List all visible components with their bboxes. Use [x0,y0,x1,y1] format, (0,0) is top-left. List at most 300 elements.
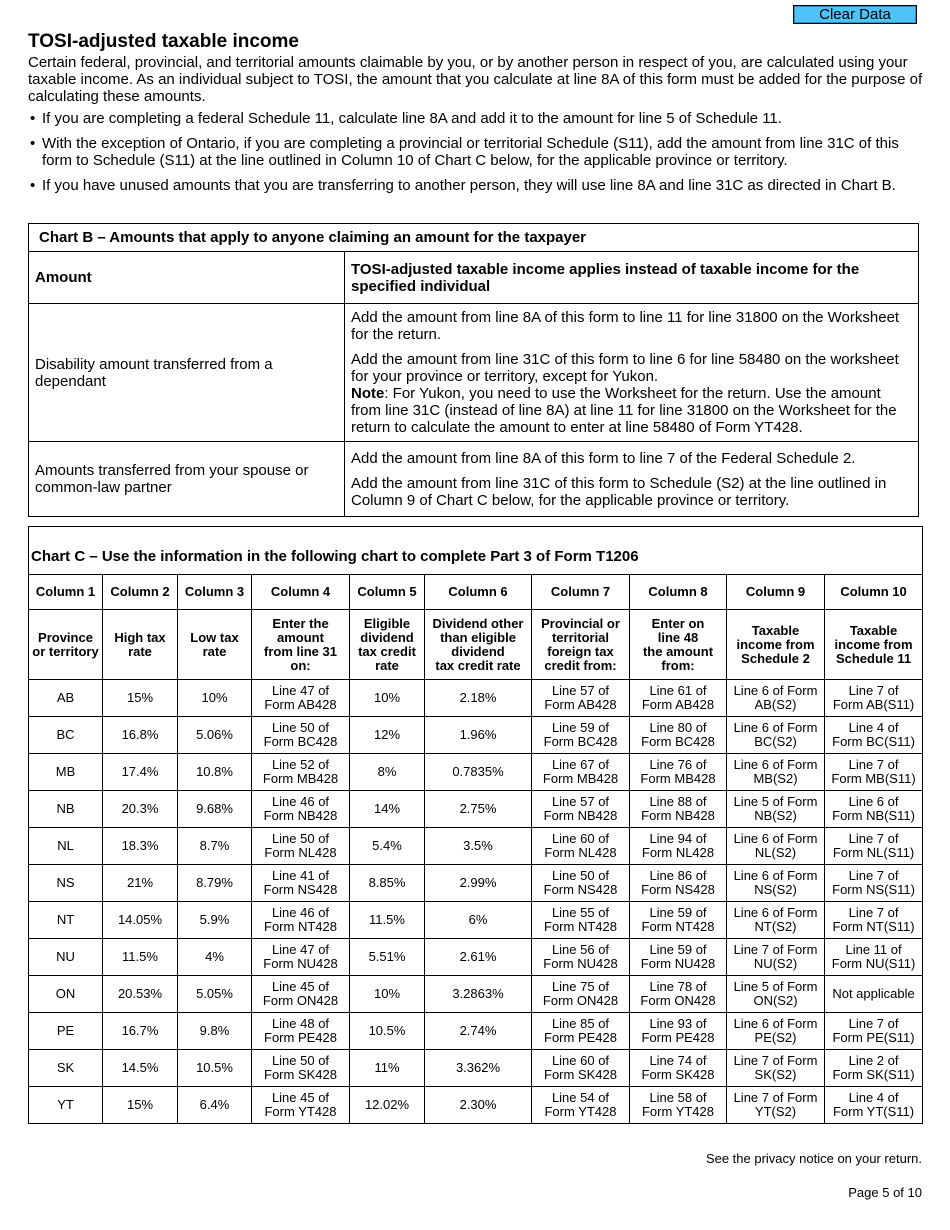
cell-line: Form NT428 [544,919,617,934]
header-line: from: [661,657,695,673]
cell-line: Line 76 of [649,757,707,772]
cell-line: Form PE(S11) [832,1030,915,1045]
cell-line: Line 7 of [848,683,899,698]
table-cell: 9.68% [178,791,252,828]
cell-line: Form YT428 [544,1104,617,1119]
header-line: Provincial or [541,615,620,631]
table-cell [630,939,727,976]
cell-line: Line 45 of [271,1090,330,1105]
cell-line: Line 50 of [271,831,330,846]
cell-line: Form YT(S11) [832,1104,915,1119]
cell-line: Form NS428 [543,882,618,897]
table-cell: 2.74% [425,1013,532,1050]
column-number-header: Column 8 [630,575,727,610]
column-number-header: Column 1 [29,575,103,610]
table-cell [252,865,350,902]
cell-line: MB(S2) [753,771,798,786]
header-line: Taxable [751,622,800,638]
header-line: Eligible [363,615,411,631]
cell-line: Form NL428 [544,845,617,860]
cell-line: Line 61 of [649,683,707,698]
cell-line: Form NB428 [641,808,715,823]
table-cell [252,680,350,717]
table-cell: 15% [103,680,178,717]
table-row [29,1013,923,1050]
table-cell: 16.7% [103,1013,178,1050]
table-cell: 1.96% [425,717,532,754]
table-row [29,717,923,754]
table-cell: NB [29,791,103,828]
table-cell: 17.4% [103,754,178,791]
note-body: : For Yukon, you need to use the Worksheet for the return. Use the amount from line 31C (instead of line 8A) at line 11 for line 31800 on the Worksheet for the return to calculate the amount to enter at line 58480 of Form YT428. [351,385,897,436]
cell-line: Line 6 of Form [733,757,818,772]
table-row [29,791,923,828]
table-cell: 2.75% [425,791,532,828]
table-cell: 5.06% [178,717,252,754]
column-number-header: Column 4 [252,575,350,610]
cell-line: Line 85 of [551,1016,610,1031]
cell-line: Line 4 of [848,1090,899,1105]
header-line: from line 31 on: [264,643,337,673]
header-line: income from [834,636,913,652]
column-number-header: Column 5 [350,575,425,610]
table-cell [727,902,825,939]
column-number-header: Column 3 [178,575,252,610]
cell-line: PE(S2) [754,1030,797,1045]
header-line: dividend [360,629,414,645]
table-cell: 6.4% [178,1087,252,1124]
table-cell: 16.8% [103,717,178,754]
table-cell: 5.4% [350,828,425,865]
table-row [29,680,923,717]
table-cell: 12% [350,717,425,754]
cell-line: Line 47 of [271,683,330,698]
cell-line: Line 57 of [551,683,610,698]
header-line: rate [375,657,399,673]
cell-line: Form MB428 [640,771,716,786]
cell-line: Not applicable [832,986,915,1001]
cell-line: Line 55 of [551,905,610,920]
header-line: than eligible [440,629,516,645]
note-text [351,385,912,436]
table-row [29,754,923,791]
table-cell [532,1087,630,1124]
cell-line: Line 6 of Form [733,868,818,883]
cell-line: Line 7 of [848,905,899,920]
cell-line: Line 6 of [848,794,899,809]
instruction-item: • If you are completing a federal Schedule 11, calculate line 8A and add it to the amount for line 5 of Schedule 11. [28,110,923,127]
header-line: Dividend other [432,615,524,631]
header-line: line 48 [657,629,699,645]
table-cell: 3.5% [425,828,532,865]
table-cell [825,754,923,791]
cell-line: Form NL428 [641,845,715,860]
column-description-header [532,610,630,680]
cell-line: Line 7 of [848,868,899,883]
table-cell [727,1013,825,1050]
cell-line: Form ON428 [262,993,339,1008]
cell-line: Line 5 of Form [733,979,818,994]
table-cell: 2.99% [425,865,532,902]
table-cell: 14% [350,791,425,828]
header-line: the amount [642,643,714,659]
cell-line: Form PE428 [641,1030,715,1045]
cell-line: Line 56 of [551,942,610,957]
column-description-header [825,610,923,680]
table-cell: 10.5% [350,1013,425,1050]
cell-line: Line 75 of [551,979,610,994]
table-cell [532,1050,630,1087]
header-line: foreign tax [547,643,614,659]
cell-line: Form BC(S11) [832,734,915,749]
table-cell [252,1050,350,1087]
instruction-text: Add the amount from line 8A of this form to line 11 for line 31800 on the Worksheet for the return. [351,309,900,343]
header-line: Province [38,629,93,645]
column-description-header [103,610,178,680]
table-row [29,865,923,902]
table-cell [825,939,923,976]
header-line: rate [128,643,152,659]
table-cell [532,976,630,1013]
table-cell [727,791,825,828]
table-cell [825,717,923,754]
table-cell: 11.5% [103,939,178,976]
cell-line: BC(S2) [754,734,797,749]
table-cell: 20.3% [103,791,178,828]
cell-line: Line 41 of [271,868,330,883]
table-cell [727,865,825,902]
cell-line: Form PE428 [264,1030,337,1045]
header-line: or territory [32,643,99,659]
column-description-header [727,610,825,680]
table-cell [727,828,825,865]
instruction-text: Add the amount from line 31C of this form to line 6 for line 58480 on the worksheet for your province or territory, except for Yukon. [351,351,899,385]
cell-line: Form AB428 [544,697,617,712]
cell-line: Line 7 of [848,1016,899,1031]
table-cell: 15% [103,1087,178,1124]
table-cell: 2.61% [425,939,532,976]
table-cell: 3.2863% [425,976,532,1013]
table-cell: ON [29,976,103,1013]
header-line: Enter on [651,615,705,631]
table-cell: 9.8% [178,1013,252,1050]
cell-line: Line 78 of [649,979,707,994]
table-row [29,939,923,976]
cell-line: Form NT428 [641,919,715,934]
cell-line: Form SK428 [264,1067,337,1082]
instruction-text: Add the amount from line 31C of this form to Schedule (S2) at the line outlined in Column 9 of Chart C below, for the applicable province or territory. [351,474,887,509]
cell-line: Line 88 of [649,794,707,809]
instruction-text: Add the amount from line 8A of this form to line 7 of the Federal Schedule 2. [351,449,856,467]
cell-line: Line 5 of Form [733,794,818,809]
table-cell [825,1050,923,1087]
cell-line: Form AB(S11) [832,697,915,712]
cell-line: Line 67 of [551,757,610,772]
table-cell [727,1050,825,1087]
table-cell: 11% [350,1050,425,1087]
cell-line: Line 7 of [848,757,899,772]
cell-line: Line 80 of [649,720,707,735]
cell-line: Form NB(S11) [832,808,915,823]
table-cell [727,717,825,754]
cell-line: ON(S2) [753,993,798,1008]
table-cell: YT [29,1087,103,1124]
column-description-header [252,610,350,680]
table-cell: SK [29,1050,103,1087]
table-cell [727,1087,825,1124]
cell-line: Form ON428 [640,993,716,1008]
header-line: tax credit rate [435,657,521,673]
header-line: income from [736,636,815,652]
table-cell [825,1013,923,1050]
cell-line: Form NU(S11) [831,956,916,971]
table-cell [532,902,630,939]
cell-line: Form AB428 [641,697,715,712]
cell-line: Line 7 of Form [733,942,818,957]
table-row [29,828,923,865]
column-number-header: Column 9 [727,575,825,610]
table-cell [252,902,350,939]
cell-line: SK(S2) [754,1067,797,1082]
cell-line: NS(S2) [754,882,797,897]
table-cell [252,791,350,828]
cell-line: YT(S2) [754,1104,797,1119]
table-cell: 8% [350,754,425,791]
cell-line: NU(S2) [753,956,798,971]
cell-line: Form BC428 [641,734,715,749]
cell-line: Line 46 of [271,905,330,920]
cell-line: Form AB428 [264,697,337,712]
cell-line: Line 6 of Form [733,720,818,735]
cell-line: Line 59 of [649,942,707,957]
cell-line: Line 59 of [551,720,610,735]
cell-line: Form NS(S11) [832,882,915,897]
table-cell: 5.05% [178,976,252,1013]
table-cell [532,828,630,865]
table-cell [825,680,923,717]
cell-line: Form NU428 [543,956,618,971]
chart-c-title: Chart C – Use the information in the following chart to complete Part 3 of Form T1206 [29,527,923,575]
cell-line: Line 4 of [848,720,899,735]
table-row [29,902,923,939]
cell-line: Line 59 of [649,905,707,920]
header-line: amount [277,629,324,645]
table-cell [252,828,350,865]
table-cell [252,939,350,976]
cell-line: Line 48 of [271,1016,330,1031]
table-cell: 10% [350,680,425,717]
cell-line: Form SK428 [544,1067,617,1082]
cell-line: NT(S2) [754,919,797,934]
table-cell: NT [29,902,103,939]
table-cell [630,1050,727,1087]
cell-line: Form PE428 [544,1030,617,1045]
cell-line: AB(S2) [754,697,797,712]
header-line: Schedule 11 [835,650,912,666]
table-cell: AB [29,680,103,717]
cell-line: Line 47 of [271,942,330,957]
table-cell [532,791,630,828]
column-number-header: Column 6 [425,575,532,610]
chart-b-amount-header: Amount [29,252,345,304]
table-cell: 21% [103,865,178,902]
table-cell [825,865,923,902]
cell-line: Line 46 of [271,794,330,809]
table-cell: 20.53% [103,976,178,1013]
chart-b-title: Chart B – Amounts that apply to anyone claiming an amount for the taxpayer [29,224,919,252]
instruction-item: • With the exception of Ontario, if you are completing a provincial or territorial Schedule (S11), add the amount from line 31C of this form to Schedule (S11) at the line outlined in Column 10 of Chart C below, for the applicable province or territory. [28,135,923,169]
chart-b-instruction-cell [345,304,919,442]
table-cell [532,865,630,902]
table-cell [252,717,350,754]
note-label: Note [351,385,385,402]
cell-line: Form MB428 [262,771,339,786]
chart-b-tosi-header: TOSI-adjusted taxable income applies instead of taxable income for the specified individual [345,252,919,304]
table-cell: 5.9% [178,902,252,939]
cell-line: Line 6 of Form [733,831,818,846]
cell-line: Form BC428 [263,734,338,749]
instruction-list [28,110,923,202]
table-cell: 11.5% [350,902,425,939]
cell-line: Form YT428 [641,1104,714,1119]
table-cell [727,939,825,976]
cell-line: Form NL(S11) [832,845,915,860]
table-cell [727,754,825,791]
column-number-header: Column 2 [103,575,178,610]
header-line: credit from: [544,657,617,673]
cell-line: Line 54 of [551,1090,610,1105]
column-description-header [178,610,252,680]
table-cell [630,717,727,754]
table-cell [825,1087,923,1124]
chart-b-row [29,304,919,442]
cell-line: Form NT428 [264,919,337,934]
clear-data-button[interactable]: Clear Data [793,5,917,24]
cell-line: Form NU428 [263,956,338,971]
cell-line: NB(S2) [754,808,797,823]
cell-line: Line 58 of [649,1090,707,1105]
page-title: TOSI-adjusted taxable income [28,31,300,52]
header-line: Taxable [849,622,898,638]
column-description-header [425,610,532,680]
cell-line: Line 45 of [271,979,330,994]
table-cell [532,717,630,754]
cell-line: NL(S2) [754,845,797,860]
instruction-item: • If you have unused amounts that you are transferring to another person, they will use line 8A and line 31C as directed in Chart B. [28,177,923,194]
cell-line: Form NB428 [263,808,338,823]
table-cell: MB [29,754,103,791]
chart-b-amount-cell: Amounts transferred from your spouse or common-law partner [29,442,345,517]
table-cell: 0.7835% [425,754,532,791]
table-row [29,1050,923,1087]
cell-line: Line 93 of [649,1016,707,1031]
cell-line: Line 50 of [271,720,330,735]
chart-c-table [28,526,923,1124]
table-cell: NU [29,939,103,976]
table-cell [532,754,630,791]
table-cell [532,939,630,976]
cell-line: Line 50 of [271,1053,330,1068]
chart-b-row [29,442,919,517]
table-cell: 10.8% [178,754,252,791]
column-number-header: Column 10 [825,575,923,610]
cell-line: Form ON428 [542,993,619,1008]
table-cell: 8.85% [350,865,425,902]
cell-line: Line 7 of Form [733,1053,818,1068]
header-line: Schedule 2 [741,650,810,666]
table-cell [630,791,727,828]
table-cell [630,828,727,865]
table-row [29,976,923,1013]
cell-line: Line 74 of [649,1053,707,1068]
table-cell: 14.5% [103,1050,178,1087]
cell-line: Line 60 of [551,1053,610,1068]
table-cell [825,902,923,939]
page-number: Page 5 of 10 [848,1185,922,1200]
header-line: rate [202,643,227,659]
chart-b-amount-cell: Disability amount transferred from a dependant [29,304,345,442]
cell-line: Line 86 of [649,868,707,883]
chart-b-instruction-cell [345,442,919,517]
table-cell: 14.05% [103,902,178,939]
cell-line: Line 6 of Form [733,905,818,920]
table-cell [532,1013,630,1050]
table-row [29,1087,923,1124]
table-cell: PE [29,1013,103,1050]
cell-line: Form SK428 [641,1067,715,1082]
cell-line: Line 2 of [848,1053,899,1068]
header-line: tax credit [358,643,416,659]
cell-line: Line 6 of Form [733,683,818,698]
cell-line: Line 52 of [271,757,330,772]
cell-line: Form NS428 [263,882,338,897]
table-cell [252,1087,350,1124]
table-cell [825,791,923,828]
cell-line: Form BC428 [543,734,618,749]
cell-line: Line 7 of Form [733,1090,818,1105]
cell-line: Form NL428 [264,845,337,860]
header-line: dividend [451,643,505,659]
table-cell: NL [29,828,103,865]
cell-line: Line 50 of [551,868,610,883]
table-cell [630,680,727,717]
table-cell [630,1087,727,1124]
table-cell [825,828,923,865]
header-line: Enter the [272,615,329,631]
table-cell: 4% [178,939,252,976]
privacy-notice: See the privacy notice on your return. [705,1151,922,1166]
cell-line: Line 57 of [551,794,610,809]
table-cell [630,902,727,939]
table-cell: 3.362% [425,1050,532,1087]
table-cell: 8.7% [178,828,252,865]
table-cell: BC [29,717,103,754]
cell-line: Line 94 of [649,831,707,846]
table-cell [252,754,350,791]
cell-line: Line 7 of [848,831,899,846]
cell-line: Form NT(S11) [832,919,915,934]
table-cell [727,680,825,717]
table-cell: 6% [425,902,532,939]
chart-b-table [28,223,919,517]
intro-paragraph: Certain federal, provincial, and territorial amounts claimable by you, or by another person in respect of you, are calculated using your taxable income. As an individual subject to TOSI, the amount that you calculate at line 8A of this form must be added for the purpose of calculating these amounts. [28,54,923,105]
table-cell [630,1013,727,1050]
table-cell [825,976,923,1013]
cell-line: Form NB428 [543,808,618,823]
header-line: territorial [551,629,610,645]
table-cell: 10.5% [178,1050,252,1087]
table-cell [727,976,825,1013]
